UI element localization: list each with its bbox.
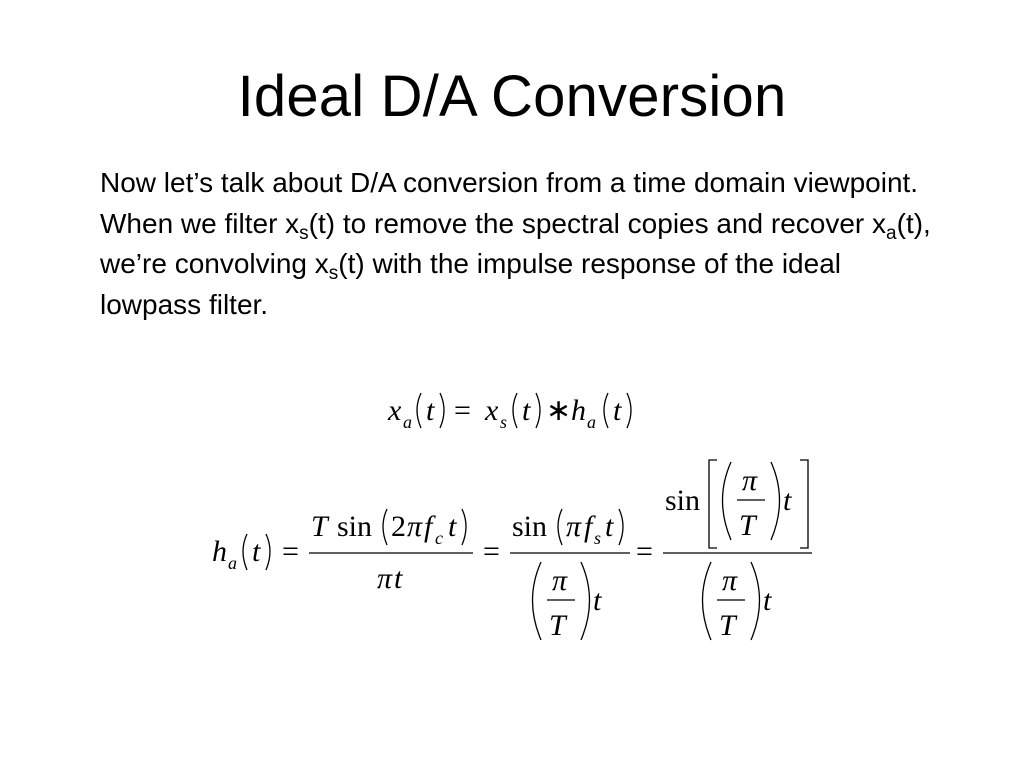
frac2-pi: π [566,510,582,543]
frac2-den-t: t [593,584,602,617]
paragraph-text-2: (t) to remove the spectral copies and recover x [308,207,887,239]
paren-left [604,393,608,428]
frac2-den-pi: π [552,564,568,597]
paren-right [751,562,760,640]
eq1-h-a: h [571,394,586,427]
frac2-f: f [584,510,593,543]
paren-right [771,462,780,540]
eq1-sub-a: a [403,412,412,432]
paren-left [417,393,421,428]
frac1-f: f [424,510,433,543]
paren-right [266,534,270,570]
paren-left [243,534,247,570]
paren-right [581,562,590,640]
eq2-equals-3: = [636,535,653,568]
eq1-convolution-star: ∗ [546,394,572,427]
paragraph-text-1: Now let’s talk about D/A conversion from a time domain viewpoint. When we filter x [100,167,919,239]
eq1-t: t [522,394,531,427]
eq2-equals-2: = [483,535,500,568]
frac3-num-pi: π [742,464,758,497]
eq2-sub-a: a [228,553,237,573]
frac2-t: t [605,510,614,543]
frac3-den-pi: π [722,564,738,597]
bracket-left [709,460,717,548]
eq1-equals: = [454,394,471,427]
paren-left [383,509,387,545]
paren-left [513,393,517,428]
paren-right [627,393,631,428]
eq1-t: t [426,394,435,427]
eq1-t: t [613,394,622,427]
frac1-pi: π [407,510,423,543]
slide-title: Ideal D/A Conversion [237,64,787,129]
frac1-t: t [448,510,457,543]
paren-right [462,509,466,545]
eq1-x-s: x [485,394,499,427]
paragraph-text-4: (t) with the impulse response of the ideal lowpass filter. [100,248,841,320]
frac3-den-T: T [719,609,736,642]
frac3-sin: sin [665,484,701,517]
paren-left [558,509,562,545]
eq2-h: h [212,535,227,568]
eq1-sub-a: a [587,412,596,432]
paren-right [536,393,540,428]
paren-left [703,562,712,640]
subscript-a: a [886,222,897,244]
paren-left [533,562,542,640]
eq1-sub-s: s [500,412,508,432]
frac1-sin: sin [337,510,373,543]
frac3-num-t: t [783,484,792,517]
frac3-den-t: t [763,584,772,617]
paren-right [619,509,623,545]
frac1-den-pi: π [377,562,393,595]
impulse-response-equation [212,460,812,642]
frac1-sub-c: c [435,528,443,548]
frac3-num-T: T [739,509,756,542]
subscript-s: s [328,263,339,284]
eq2-equals-1: = [282,535,299,568]
convolution-equation [387,393,631,432]
paren-left [723,462,732,540]
paren-right [440,393,444,428]
eq1-x-a: x [388,394,402,427]
frac1-two: 2 [391,510,406,543]
bracket-right [800,460,808,548]
eq2-t: t [252,535,261,568]
frac1-T: T [311,510,328,543]
frac2-den-T: T [549,609,566,642]
subscript-s: s [299,222,309,244]
paragraph-text-3: (t), we’re convolving x [100,207,931,279]
frac2-sub-s: s [594,528,602,548]
frac1-den-t: t [394,562,403,595]
frac2-sin: sin [512,510,548,543]
